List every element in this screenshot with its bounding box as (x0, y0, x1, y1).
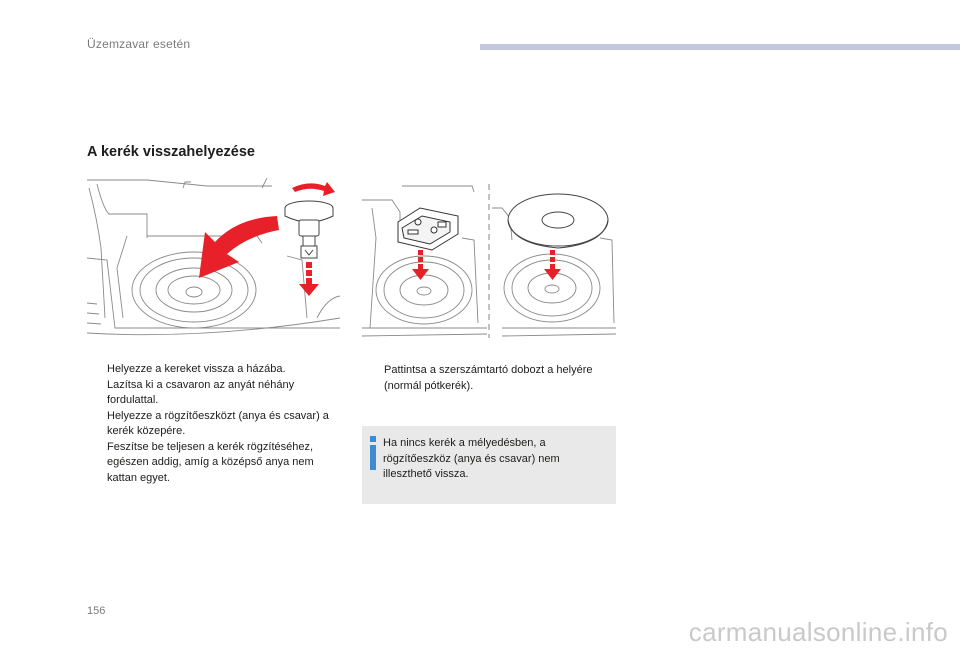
step-text: Helyezze a kereket vissza a házába. (107, 363, 286, 375)
list-item (87, 409, 345, 440)
step-text: Helyezze a rögzítőeszközt (anya és csavar) a kerék közepére. (107, 409, 329, 437)
step-text: Lazítsa ki a csavaron az anyát néhány fordulattal. (107, 378, 295, 406)
info-icon (369, 436, 377, 470)
step-text: Feszítse be teljesen a kerék rögzítéséhez, egészen addig, amíg a középső anya nem kattan egyet. (107, 440, 314, 484)
page-number: 156 (87, 605, 106, 617)
note-text: Ha nincs kerék a mélyedésben, a rögzítőeszköz (anya és csavar) nem illeszthető vissza. (383, 437, 560, 480)
illustration-wheel-replacement (87, 178, 340, 343)
chapter-title: Üzemzavar esetén (87, 37, 191, 51)
list-item (87, 440, 345, 487)
list-item (364, 363, 620, 394)
header-bar (480, 44, 960, 50)
illustration-toolbox-cover (362, 178, 616, 343)
watermark: carmanualsonline.info (688, 617, 948, 647)
list-item (87, 362, 345, 378)
info-note (362, 426, 616, 504)
step-list-left (87, 362, 345, 486)
list-item (87, 378, 345, 409)
section-title: A kerék visszahelyezése (87, 144, 255, 160)
step-text: Pattintsa a szerszámtartó dobozt a helyére (normál pótkerék). (384, 364, 593, 392)
step-list-right (364, 363, 620, 394)
